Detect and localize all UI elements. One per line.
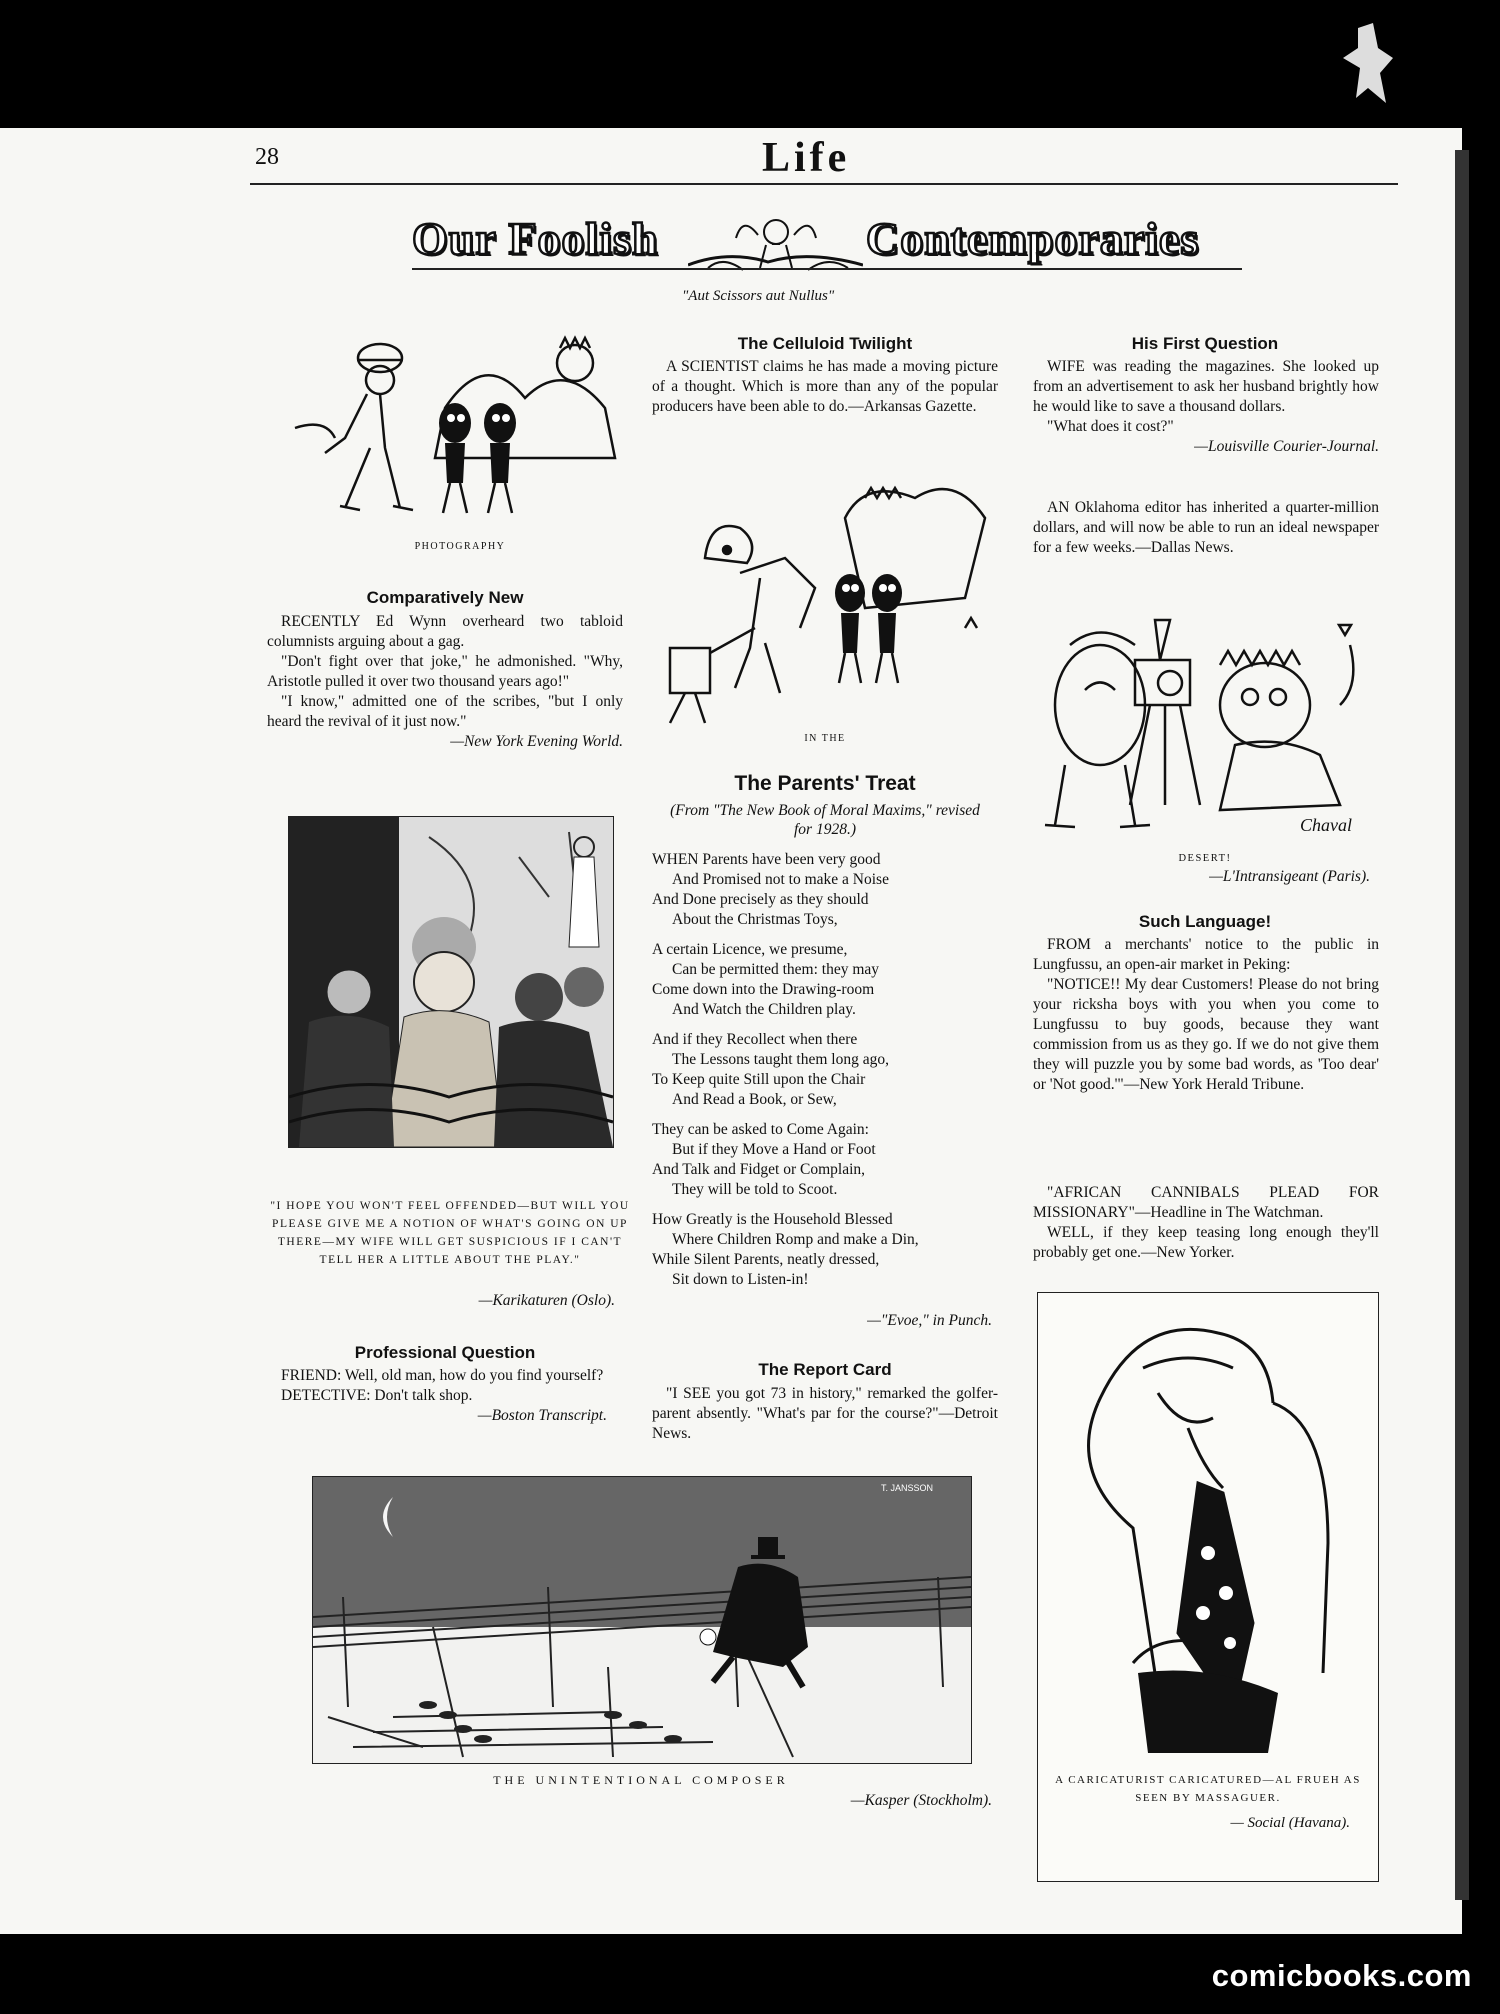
caricature-credit: — Social (Havana).: [1230, 1815, 1350, 1831]
verse-line: They will be told to Scoot.: [672, 1181, 838, 1198]
ink-blot: [1338, 18, 1398, 108]
first-question-body: [1033, 357, 1379, 457]
page-edge: [1455, 150, 1469, 1900]
caricature-drawing: [1038, 1293, 1378, 1753]
photography-cartoon: [285, 328, 630, 538]
verse-line: But if they Move a Hand or Foot: [672, 1141, 876, 1158]
theatre-cartoon: [288, 816, 614, 1148]
composer-cartoon: [312, 1476, 972, 1764]
parents-treat-title: The Parents' Treat: [734, 772, 916, 795]
desert-cartoon: [1040, 605, 1385, 845]
verse-line: While Silent Parents, neatly dressed,: [652, 1251, 880, 1268]
verse-line: And Read a Book, or Sew,: [672, 1091, 837, 1108]
oklahoma-body: [1033, 498, 1379, 558]
verse-line: And Done precisely as they should: [652, 891, 869, 908]
professional-question-title: Professional Question: [354, 1343, 536, 1362]
composer-caption: THE UNINTENTIONAL COMPOSER: [493, 1773, 789, 1787]
parents-treat-verse: [652, 850, 998, 1300]
cartoon-signature: Chaval: [1300, 815, 1352, 835]
verse-line: And if they Recollect when there: [652, 1031, 858, 1048]
caricature-box: [1037, 1292, 1379, 1882]
theatre-credit: —Karikaturen (Oslo).: [478, 1292, 615, 1309]
paragraph: A SCIENTIST claims he has made a moving picture of a thought. Which is more than any of the popular producers have been able to do.—Arkansas Gazette.: [652, 358, 998, 415]
paragraph: "I SEE you got 73 in history," remarked the golfer-parent absently. "What's par for the course?"—Detroit News.: [652, 1385, 998, 1442]
theatre-caption: "I HOPE YOU WON'T FEEL OFFENDED—BUT WILL YOU PLEASE GIVE ME A NOTION OF WHAT'S GOING ON UP THERE—MY WIFE WILL GET SUSPICIOUS IF I CAN'T TELL HER A LITTLE ABOUT THE PLAY.": [270, 1200, 630, 1266]
verse-line: WHEN Parents have been very good: [652, 851, 881, 868]
paragraph: RECENTLY Ed Wynn overheard two tabloid columnists arguing about a gag.: [267, 613, 623, 650]
verse-line: How Greatly is the Household Blessed: [652, 1211, 893, 1228]
verse-line: They can be asked to Come Again:: [652, 1121, 869, 1138]
camera-cartoon: [665, 478, 995, 728]
verse-line: Where Children Romp and make a Din,: [672, 1231, 919, 1248]
paragraph: AN Oklahoma editor has inherited a quarter-million dollars, and will now be able to run an ideal newspaper for a few weeks.—Dallas News.: [1033, 499, 1379, 556]
such-language-title: Such Language!: [1138, 912, 1272, 931]
page-number: 28: [255, 144, 279, 170]
report-card-title: The Report Card: [758, 1360, 892, 1379]
stanza: [652, 1030, 998, 1110]
paragraph: "I know," admitted one of the scribes, "but I only heard the revival of it just now.": [267, 693, 623, 730]
paragraph: "Don't fight over that joke," he admonished. "Why, Aristotle pulled it over two thousand years ago!": [267, 653, 623, 690]
banner-left: Our Foolish: [412, 213, 659, 264]
such-language-body: [1033, 935, 1379, 1095]
paragraph: FRIEND: Well, old man, how do you find yourself?: [281, 1367, 604, 1384]
credit: —New York Evening World.: [450, 733, 623, 750]
first-question-title: His First Question: [1131, 334, 1279, 353]
desert-caption: DESERT!: [1178, 853, 1232, 864]
verse-line: Come down into the Drawing-room: [652, 981, 875, 998]
composer-credit: —Kasper (Stockholm).: [850, 1792, 992, 1809]
banner-right: Contemporaries: [866, 213, 1200, 264]
watermark: comicbooks.com: [1211, 1958, 1472, 1993]
verse-line: About the Christmas Toys,: [672, 911, 838, 928]
credit: —Boston Transcript.: [477, 1407, 607, 1424]
parents-treat-subtitle: (From "The New Book of Moral Maxims," revised for 1928.): [670, 802, 980, 838]
cartoon-signature: T. JANSSON: [880, 1483, 933, 1493]
paragraph: WELL, if they keep teasing long enough they'll probably get one.—New Yorker.: [1033, 1224, 1379, 1261]
verse-line: And Promised not to make a Noise: [672, 871, 889, 888]
paragraph: "What does it cost?": [1047, 418, 1174, 435]
verse-line: Sit down to Listen-in!: [672, 1271, 809, 1288]
header-rule: [250, 183, 1398, 185]
report-card-body: [652, 1384, 998, 1444]
verse-line: Can be permitted them: they may: [672, 961, 880, 978]
in-the-caption: IN THE: [804, 733, 846, 744]
parents-treat-credit: —"Evoe," in Punch.: [867, 1312, 992, 1329]
comparatively-new-title: Comparatively New: [366, 588, 524, 607]
stanza: [652, 1210, 998, 1290]
stanza: [652, 850, 998, 930]
photography-caption: PHOTOGRAPHY: [414, 541, 506, 552]
credit: —Louisville Courier-Journal.: [1194, 438, 1379, 455]
comparatively-new-body: [267, 612, 623, 752]
verse-line: And Watch the Children play.: [672, 1001, 856, 1018]
banner-underline: [412, 268, 1242, 270]
verse-line: The Lessons taught them long ago,: [672, 1051, 889, 1068]
paragraph: DETECTIVE: Don't talk shop.: [281, 1387, 473, 1404]
paragraph: "NOTICE!! My dear Customers! Please do not bring your ricksha boys with you when you come to Lungfussu to buy goods, because they want commission from us as they go. If we do not give them they will puzzle you by some bad words, as 'Too dear' or 'Not good.'"—New York Herald Tribune.: [1033, 976, 1379, 1093]
masthead: Life: [762, 135, 851, 181]
paragraph: FROM a merchants' notice to the public in Lungfussu, an open-air market in Peking:: [1033, 936, 1379, 973]
professional-question-body: [267, 1366, 623, 1426]
verse-line: And Talk and Fidget or Complain,: [652, 1161, 866, 1178]
paragraph: "AFRICAN CANNIBALS PLEAD FOR MISSIONARY"—Headline in The Watchman.: [1033, 1184, 1379, 1221]
celluloid-title: The Celluloid Twilight: [737, 334, 913, 353]
desert-credit: —L'Intransigeant (Paris).: [1209, 868, 1370, 885]
caricature-caption: A CARICATURIST CARICATURED—AL FRUEH AS SEEN BY MASSAGUER.: [1055, 1774, 1361, 1804]
motto: "Aut Scissors aut Nullus": [682, 288, 835, 304]
celluloid-body: [652, 357, 998, 417]
stanza: [652, 940, 998, 1020]
paragraph: WIFE was reading the magazines. She looked up from an advertisement to ask her husband brightly how he would like to save a thousand dollars.: [1033, 358, 1379, 415]
verse-line: A certain Licence, we presume,: [652, 941, 848, 958]
verse-line: To Keep quite Still upon the Chair: [652, 1071, 866, 1088]
stanza: [652, 1120, 998, 1200]
cannibals-body: [1033, 1183, 1379, 1263]
